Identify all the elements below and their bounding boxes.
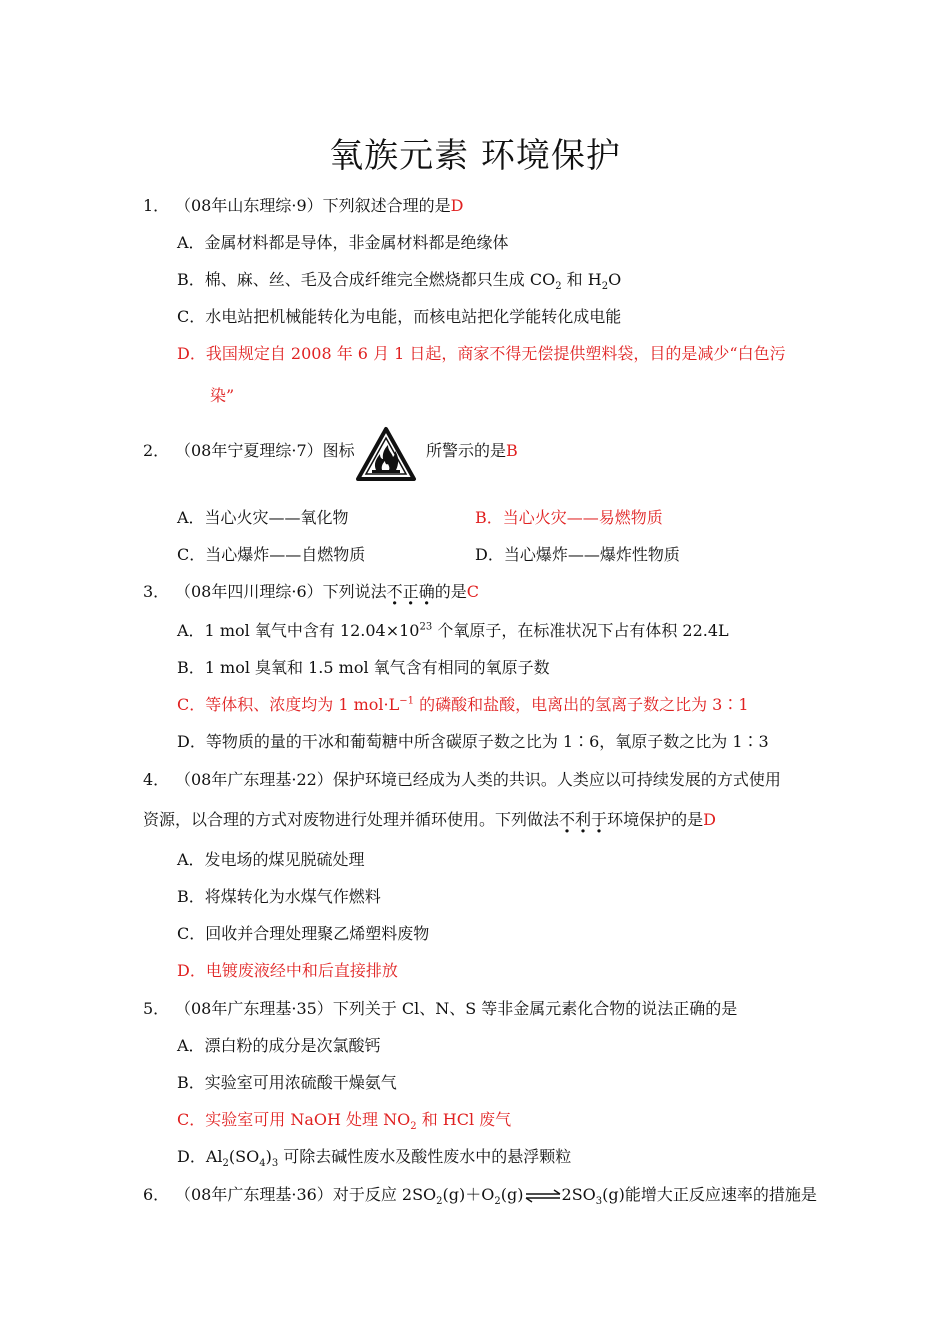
question-source: （08年广东理基·36） — [175, 1185, 333, 1204]
question-stem: 下列关于 Cl、N、S 等非金属元素化合物的说法正确的是 — [332, 999, 738, 1018]
option-c: C．当心爆炸——自燃物质 — [177, 545, 366, 564]
question-source: （08年广东理基·35） — [175, 999, 333, 1018]
subscript: 2 — [555, 281, 562, 293]
subscript: 2 — [222, 1158, 229, 1170]
question-source: （08年广东理基·22） — [175, 770, 333, 789]
option-text: C．等体积、浓度均为 1 mol·L — [177, 695, 400, 714]
answer-key: D — [450, 196, 464, 215]
equilibrium-arrow-icon — [524, 1186, 562, 1206]
emphasis-char: 正 — [402, 582, 419, 601]
question-stem: 保护环境已经成为人类的共识。人类应以可持续发展的方式使用 — [332, 770, 781, 789]
question-4-continued — [143, 810, 716, 830]
option-text: 的磷酸和盐酸，电离出的氢离子数之比为 3∶1 — [413, 695, 749, 714]
option-text: 和 H — [561, 270, 602, 289]
emphasis-char: 确 — [418, 582, 435, 601]
option-d: D．电镀废液经中和后直接排放 — [177, 961, 398, 980]
question-source: （08年山东理综·9） — [175, 196, 323, 215]
subscript: 2 — [436, 1196, 443, 1208]
subscript: 2 — [494, 1196, 501, 1208]
question-stem: (g) — [500, 1185, 524, 1204]
page-title: 氧族元素 环境保护 — [329, 136, 621, 176]
option-text: D．Al — [177, 1147, 223, 1166]
subscript: 3 — [595, 1196, 603, 1208]
question-2-stem-end — [426, 441, 518, 461]
superscript: 23 — [419, 621, 433, 633]
subscript: 3 — [271, 1158, 279, 1170]
question-5 — [143, 999, 737, 1019]
question-source: （08年宁夏理综·7） — [175, 441, 323, 460]
question-stem: 环境保护的是 — [607, 810, 704, 829]
subscript: 2 — [410, 1121, 417, 1133]
emphasis-char: 不 — [559, 810, 576, 829]
option-d: D．等物质的量的干冰和葡萄糖中所含碳原子数之比为 1∶6，氧原子数之比为 1∶3 — [177, 732, 769, 751]
option-text: (SO — [228, 1147, 260, 1166]
question-2 — [143, 441, 355, 461]
question-3 — [143, 582, 479, 602]
option-text: O — [608, 270, 622, 289]
question-stem: 资源，以合理的方式对废物进行处理并循环使用。下列做法 — [143, 810, 560, 829]
question-stem: 图标 — [322, 441, 355, 460]
subscript: 4 — [259, 1158, 266, 1170]
emphasis-char: 不 — [386, 582, 403, 601]
question-stem: (g)能增大正反应速率的措施是 — [602, 1185, 817, 1204]
emphasis-char: 于 — [591, 810, 608, 829]
option-d-continued: 染” — [210, 386, 235, 405]
option-c — [177, 695, 749, 715]
question-4 — [143, 770, 781, 790]
option-text: C．实验室可用 NaOH 处理 NO — [177, 1110, 411, 1129]
question-number: 2． — [143, 441, 170, 460]
option-text: 可除去碱性废水及酸性废水中的悬浮颗粒 — [278, 1147, 572, 1166]
option-b: B．实验室可用浓硫酸干燥氨气 — [177, 1073, 397, 1092]
question-number: 6． — [143, 1185, 170, 1204]
option-c: C．水电站把机械能转化为电能，而核电站把化学能转化成电能 — [177, 307, 622, 326]
question-stem: 对于反应 2SO — [332, 1185, 437, 1204]
question-number: 3． — [143, 582, 170, 601]
question-6 — [143, 1185, 817, 1206]
flammable-hazard-icon — [355, 426, 417, 482]
question-stem: (g)＋O — [442, 1185, 495, 1204]
question-source: （08年四川理综·6） — [175, 582, 323, 601]
option-text: A．1 mol 氧气中含有 12.04×10 — [177, 621, 420, 640]
option-a: A．金属材料都是导体，非金属材料都是绝缘体 — [177, 233, 509, 252]
option-a: A．当心火灾——氧化物 — [177, 508, 349, 527]
option-d: D．我国规定自 2008 年 6 月 1 日起，商家不得无偿提供塑料袋，目的是减少“白色污 — [177, 344, 786, 363]
question-stem: 下列说法 — [322, 582, 387, 601]
question-number: 5． — [143, 999, 170, 1018]
question-stem: 的是 — [434, 582, 467, 601]
option-b: B．将煤转化为水煤气作燃料 — [177, 887, 381, 906]
option-d — [177, 1147, 572, 1170]
answer-key: B — [506, 441, 518, 460]
option-a: A．发电场的煤见脱硫处理 — [177, 850, 365, 869]
answer-key: C — [466, 582, 479, 601]
option-c: C．回收并合理处理聚乙烯塑料废物 — [177, 924, 430, 943]
option-c — [177, 1110, 512, 1133]
option-d: D．当心爆炸——爆炸性物质 — [475, 545, 680, 564]
option-b — [177, 270, 622, 293]
question-stem: 所警示的是 — [426, 441, 507, 460]
option-text: ) — [265, 1147, 272, 1166]
option-a — [177, 621, 729, 641]
question-1 — [143, 196, 463, 216]
option-text: 个氧原子，在标准状况下占有体积 22.4L — [432, 621, 729, 640]
option-a: A．漂白粉的成分是次氯酸钙 — [177, 1036, 381, 1055]
emphasis-char: 利 — [575, 810, 592, 829]
option-b: B．当心火灾——易燃物质 — [475, 508, 663, 527]
question-number: 4． — [143, 770, 170, 789]
superscript: −1 — [399, 695, 414, 707]
question-stem: 2SO — [561, 1185, 596, 1204]
option-text: 和 HCl 废气 — [416, 1110, 512, 1129]
question-number: 1． — [143, 196, 170, 215]
option-b: B．1 mol 臭氧和 1.5 mol 氧气含有相同的氧原子数 — [177, 658, 550, 677]
option-text: B．棉、麻、丝、毛及合成纤维完全燃烧都只生成 CO — [177, 270, 556, 289]
answer-key: D — [703, 810, 716, 829]
subscript: 2 — [601, 281, 609, 293]
question-stem: 下列叙述合理的是 — [322, 196, 451, 215]
